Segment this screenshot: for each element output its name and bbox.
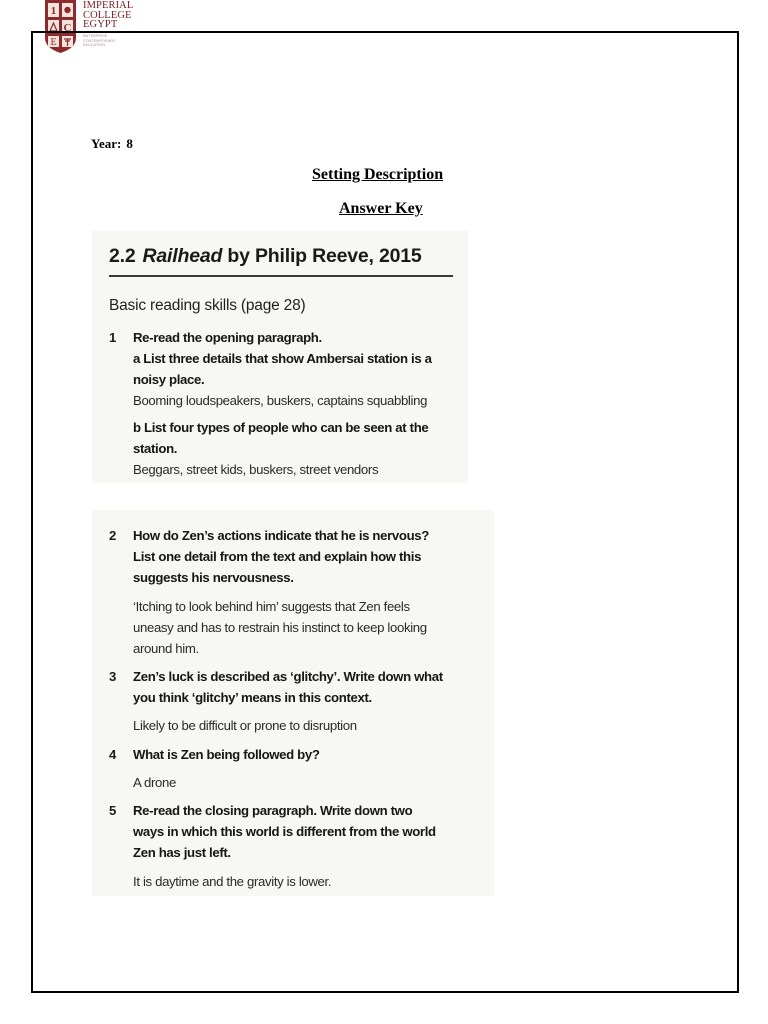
answer-text: around him. [133, 641, 199, 656]
year-value: 8 [126, 136, 133, 151]
logo-line-1: IMPERIAL [83, 0, 134, 11]
answer-text: It is daytime and the gravity is lower. [133, 874, 332, 889]
question-part-b-line: b List four types of people who can be seen at the [133, 420, 429, 435]
question-text: you think ‘glitchy’ means in this context. [133, 690, 372, 705]
logo-line-3: EGYPT [83, 19, 118, 30]
question-part-a-line: noisy place. [133, 372, 205, 387]
question-part-b-line: station. [133, 441, 178, 456]
crest-letter-c: C [63, 22, 72, 34]
logo-wordmark [83, 1, 133, 30]
question-text: Zen has just left. [133, 845, 231, 860]
answer-text: A drone [133, 775, 177, 790]
question-text: List one detail from the text and explain how this [133, 549, 422, 564]
question-text: How do Zen’s actions indicate that he is nervous? [133, 528, 429, 543]
question-text: Zen’s luck is described as ‘glitchy’. Write down what [133, 669, 443, 684]
answer-text: Booming loudspeakers, buskers, captains squabbling [133, 393, 428, 408]
section-number: 2.2 [109, 245, 136, 267]
book-title: Railhead [142, 245, 223, 267]
book-byline: by Philip Reeve, 2015 [227, 245, 422, 267]
answer-text: ‘Itching to look behind him’ suggests that Zen feels [133, 599, 410, 614]
year-line [91, 136, 133, 152]
question-text: Re-read the closing paragraph. Write down two [133, 803, 413, 818]
question-number: 3 [109, 669, 117, 684]
heading-rule [109, 275, 453, 277]
question-number: 2 [109, 528, 117, 543]
question-number: 1 [109, 330, 117, 345]
question-text: Re-read the opening paragraph. [133, 330, 322, 345]
answer-text: Likely to be difficult or prone to disruption [133, 718, 357, 733]
scanned-excerpt-1 [92, 231, 468, 483]
question-number: 5 [109, 803, 117, 818]
crest-letter-e: E [50, 37, 57, 48]
crest-letter-1: 1 [50, 5, 57, 17]
logo-tagline-3: EDUCATION [83, 43, 106, 47]
answer-text: uneasy and has to restrain his instinct to keep looking [133, 620, 427, 635]
logo-tagline-2: CONTEMPORARY [83, 38, 116, 43]
scanned-excerpt-2 [92, 510, 494, 896]
answer-text: Beggars, street kids, buskers, street vendors [133, 462, 379, 477]
question-text: ways in which this world is different from the world [133, 824, 436, 839]
question-part-a-line: a List three details that show Ambersai station is a [133, 351, 432, 366]
question-number: 4 [109, 747, 117, 762]
question-text: What is Zen being followed by? [133, 747, 320, 762]
skills-heading: Basic reading skills (page 28) [109, 297, 306, 314]
page-title: Setting Description [312, 166, 444, 183]
question-text: suggests his nervousness. [133, 570, 294, 585]
page-subtitle: Answer Key [339, 200, 423, 217]
year-label: Year: [91, 136, 122, 151]
logo-tagline-1: ENTERPRISE [83, 34, 108, 38]
logo-line-2: COLLEGE [83, 9, 132, 21]
section-heading [109, 245, 422, 268]
